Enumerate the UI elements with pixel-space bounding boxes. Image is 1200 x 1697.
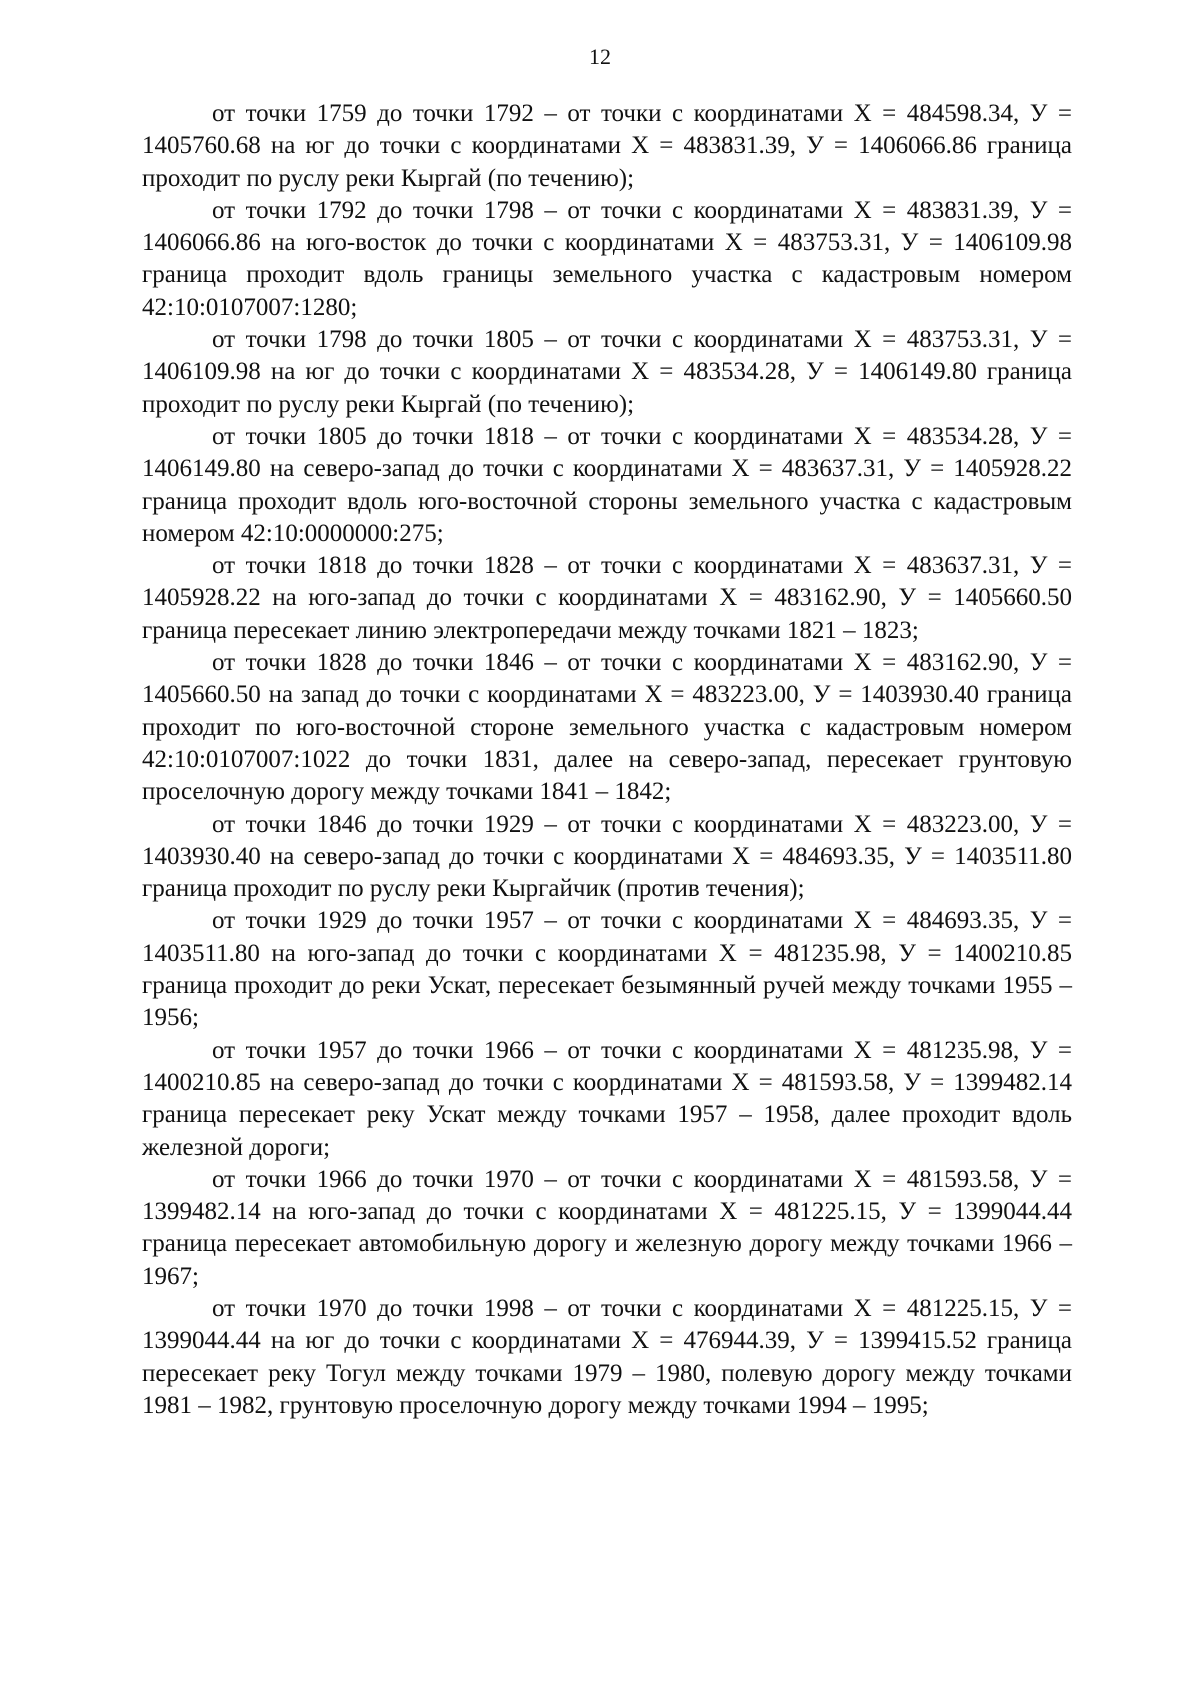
boundary-paragraph: от точки 1759 до точки 1792 – от точки с координатами Х = 484598.34, У = 1405760.68 на юг до точки с координатами Х = 483831.39, У = 1406066.86 граница проходит по руслу реки Кыргай (по течению);	[142, 100, 1072, 192]
boundary-paragraph: от точки 1970 до точки 1998 – от точки с координатами Х = 481225.15, У = 1399044.44 на юг до точки с координатами Х = 476944.39, У = 1399415.52 граница пересекает реку Тогул между точками 1979 – 1980, полевую дорогу между точками 1981 – 1982, грунтовую проселочную дорогу между точками 1994 – 1995;	[142, 1294, 1072, 1419]
boundary-paragraph: от точки 1828 до точки 1846 – от точки с координатами Х = 483162.90, У = 1405660.50 на запад до точки с координатами Х = 483223.00, У = 1403930.40 граница проходит по юго-восточной стороне земельного участка с кадастровым номером 42:10:0107007:1022 до точки 1831, далее на северо-запад, пересекает грунтовую проселочную дорогу между точками 1841 – 1842;	[142, 649, 1072, 806]
boundary-paragraph: от точки 1846 до точки 1929 – от точки с координатами Х = 483223.00, У = 1403930.40 на северо-запад до точки с координатами Х = 484693.35, У = 1403511.80 граница проходит по руслу реки Кыргайчик (против течения);	[142, 810, 1072, 903]
document-body	[142, 98, 1072, 1422]
boundary-paragraph: от точки 1966 до точки 1970 – от точки с координатами Х = 481593.58, У = 1399482.14 на юго-запад до точки с координатами Х = 481225.15, У = 1399044.44 граница пересекает автомобильную дорогу и железную дорогу между точками 1966 – 1967;	[142, 1165, 1072, 1290]
boundary-paragraph: от точки 1818 до точки 1828 – от точки с координатами Х = 483637.31, У = 1405928.22 на юго-запад до точки с координатами Х = 483162.90, У = 1405660.50 граница пересекает линию электропередачи между точками 1821 – 1823;	[142, 552, 1072, 644]
page-number: 12	[589, 44, 611, 69]
boundary-paragraph: от точки 1792 до точки 1798 – от точки с координатами Х = 483831.39, У = 1406066.86 на юго-восток до точки с координатами Х = 483753.31, У = 1406109.98 граница проходит вдоль границы земельного участка с кадастровым номером 42:10:0107007:1280;	[142, 196, 1072, 321]
boundary-paragraph: от точки 1805 до точки 1818 – от точки с координатами Х = 483534.28, У = 1406149.80 на северо-запад до точки с координатами Х = 483637.31, У = 1405928.22 граница проходит вдоль юго-восточной стороны земельного участка с кадастровым номером 42:10:0000000:275;	[142, 422, 1072, 547]
boundary-paragraph: от точки 1798 до точки 1805 – от точки с координатами Х = 483753.31, У = 1406109.98 на юг до точки с координатами Х = 483534.28, У = 1406149.80 граница проходит по руслу реки Кыргай (по течению);	[142, 326, 1072, 418]
boundary-paragraph: от точки 1957 до точки 1966 – от точки с координатами Х = 481235.98, У = 1400210.85 на северо-запад до точки с координатами Х = 481593.58, У = 1399482.14 граница пересекает реку Ускат между точками 1957 – 1958, далее проходит вдоль железной дороги;	[142, 1036, 1072, 1161]
boundary-paragraph: от точки 1929 до точки 1957 – от точки с координатами Х = 484693.35, У = 1403511.80 на юго-запад до точки с координатами Х = 481235.98, У = 1400210.85 граница проходит до реки Ускат, пересекает безымянный ручей между точками 1955 – 1956;	[142, 907, 1072, 1032]
